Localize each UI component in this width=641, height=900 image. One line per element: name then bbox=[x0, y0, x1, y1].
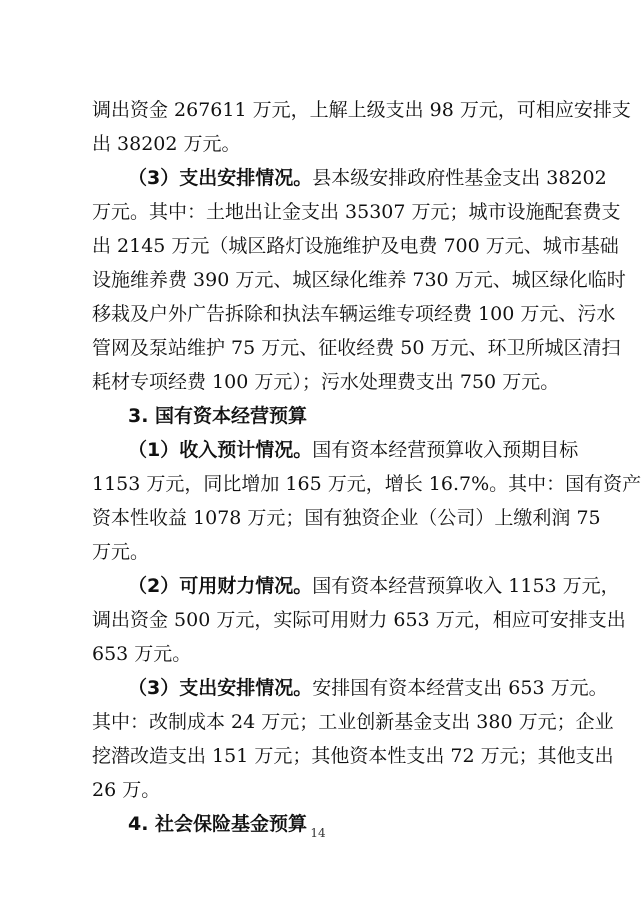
section-heading: 4. 社会保险基金预算 bbox=[128, 813, 308, 835]
paragraph-line: 挖潜改造支出 151 万元；其他资本性支出 72 万元；其他支出 bbox=[92, 745, 614, 767]
paragraph-line bbox=[92, 671, 608, 705]
section-lead: （2）可用财力情况。 bbox=[128, 575, 313, 597]
paragraph-line: 653 万元。 bbox=[92, 643, 192, 665]
paragraph-line bbox=[92, 433, 579, 467]
paragraph-line: 出 38202 万元。 bbox=[92, 133, 241, 155]
section-lead: （3）支出安排情况。 bbox=[128, 167, 313, 189]
section-lead: （3）支出安排情况。 bbox=[128, 677, 313, 699]
paragraph-line bbox=[92, 569, 620, 603]
paragraph-line: 万元。 bbox=[92, 541, 150, 563]
section-heading: 3. 国有资本经营预算 bbox=[128, 405, 308, 427]
paragraph-line: 耗材专项经费 100 万元）；污水处理费支出 750 万元。 bbox=[92, 371, 560, 393]
paragraph-line bbox=[92, 161, 607, 195]
paragraph-text: 安排国有资本经营支出 653 万元。 bbox=[312, 677, 608, 699]
paragraph-text: 国有资本经营预算收入预期目标 bbox=[312, 439, 579, 461]
paragraph-line: 1153 万元，同比增加 165 万元，增长 16.7%。其中：国有资产 bbox=[92, 473, 641, 495]
paragraph-line: 其中：改制成本 24 万元；工业创新基金支出 380 万元；企业 bbox=[92, 711, 614, 733]
page-number: 14 bbox=[310, 826, 326, 840]
paragraph-line: 设施维养费 390 万元、城区绿化维养 730 万元、城区绿化临时 bbox=[92, 269, 626, 291]
paragraph-line: 调出资金 500 万元，实际可用财力 653 万元，相应可安排支出 bbox=[92, 609, 626, 631]
paragraph-text: 国有资本经营预算收入 1153 万元， bbox=[312, 575, 620, 597]
paragraph-line: 出 2145 万元（城区路灯设施维护及电费 700 万元、城市基础 bbox=[92, 235, 619, 257]
paragraph-line: 万元。其中：土地出让金支出 35307 万元；城市设施配套费支 bbox=[92, 201, 621, 223]
paragraph-line: 资本性收益 1078 万元；国有独资企业（公司）上缴利润 75 bbox=[92, 507, 601, 529]
paragraph-line: 移栽及户外广告拆除和执法车辆运维专项经费 100 万元、污水 bbox=[92, 303, 616, 325]
paragraph-line: 调出资金 267611 万元，上解上级支出 98 万元，可相应安排支 bbox=[92, 99, 631, 121]
paragraph-line: 26 万。 bbox=[92, 779, 161, 801]
section-lead: （1）收入预计情况。 bbox=[128, 439, 313, 461]
paragraph-text: 县本级安排政府性基金支出 38202 bbox=[312, 167, 607, 189]
document-body bbox=[92, 93, 641, 841]
paragraph-line: 管网及泵站维护 75 万元、征收经费 50 万元、环卫所城区清扫 bbox=[92, 337, 621, 359]
